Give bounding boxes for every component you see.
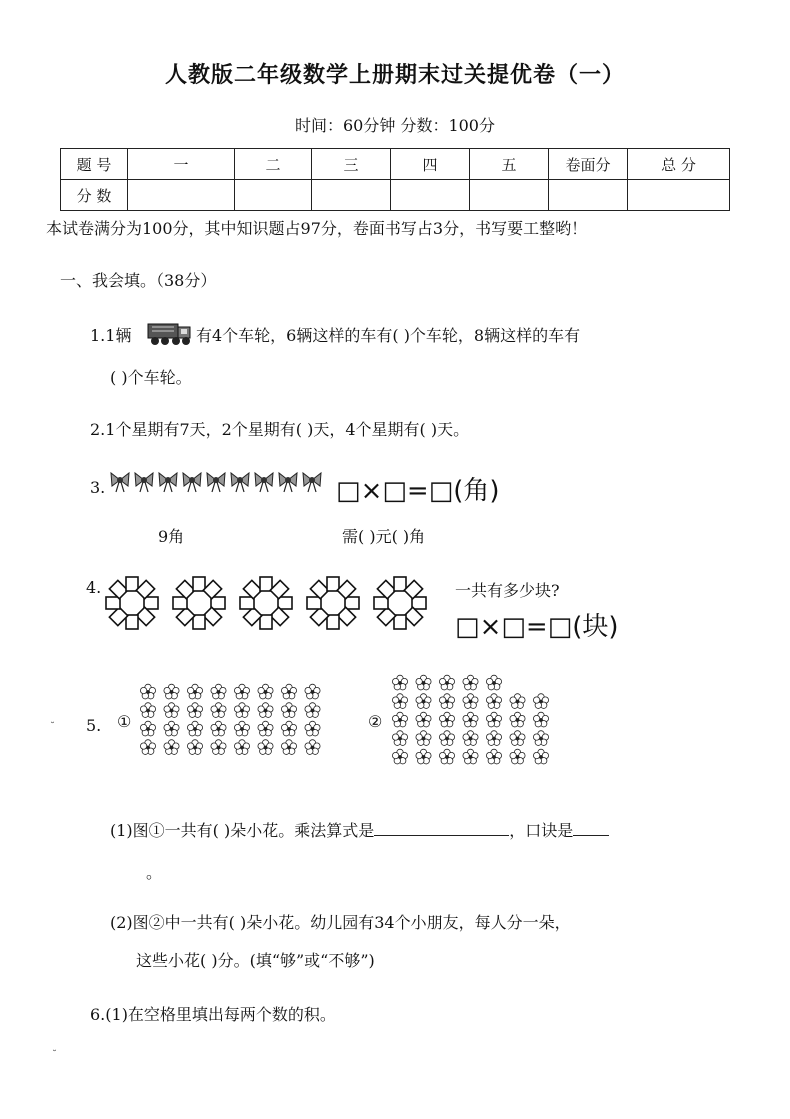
bow-icon: [279, 473, 297, 492]
score-input-cell[interactable]: [470, 180, 549, 211]
block-ring-icon: [106, 577, 158, 629]
flower-icon: [164, 684, 179, 699]
flower-icon: [463, 712, 478, 727]
bow-icon: [303, 473, 321, 492]
table-cell: 题 号: [61, 149, 128, 180]
table-cell: 一: [128, 149, 235, 180]
flower-icon: [305, 740, 320, 755]
block-icon: [176, 607, 194, 625]
flower-icon: [392, 712, 407, 727]
score-input-cell[interactable]: [628, 180, 730, 211]
time-score-info: 时间：60分钟 分数：100分: [295, 116, 495, 135]
score-input-cell[interactable]: [235, 180, 312, 211]
flower-icon: [305, 703, 320, 718]
q5-part1-a: (1)图①一共有( )朵小花。乘法算式是: [110, 821, 375, 840]
q3-need: 需( )元( )角: [342, 527, 426, 546]
table-cell: 卷面分: [549, 149, 628, 180]
section-heading: 一、我会填。（38分）: [60, 271, 217, 290]
block-icon: [136, 607, 154, 625]
flower-icon: [439, 675, 454, 690]
q3-number: 3.: [90, 478, 106, 497]
flower-icon: [258, 721, 273, 736]
fig1-label: ①: [117, 712, 132, 731]
flower-icon: [486, 749, 501, 764]
block-icon: [374, 597, 388, 609]
block-icon: [327, 577, 339, 591]
block-icon: [307, 597, 321, 609]
flower-icon: [187, 703, 202, 718]
flower-icon: [439, 731, 454, 746]
q1-text-b: 有4个车轮，6辆这样的车有( )个车轮，8辆这样的车有: [196, 326, 581, 345]
block-icon: [109, 607, 127, 625]
bow-icon: [255, 473, 273, 492]
score-input-cell[interactable]: [128, 180, 235, 211]
flower-icon: [416, 749, 431, 764]
flower-icon: [416, 731, 431, 746]
multiplication-blank[interactable]: [374, 819, 509, 836]
score-table: [60, 148, 730, 211]
score-input-cell[interactable]: [391, 180, 470, 211]
q5-part1-text: [110, 818, 609, 841]
bow-icon: [207, 473, 225, 492]
flower-icon: [416, 694, 431, 709]
flower-icon: [281, 684, 296, 699]
margin-mark: ˘: [52, 1050, 57, 1061]
flower-icon: [164, 703, 179, 718]
bow-icon: [111, 473, 129, 492]
score-input-cell[interactable]: [549, 180, 628, 211]
flower-icon: [234, 684, 249, 699]
flower-icon: [510, 749, 525, 764]
block-icon: [173, 597, 187, 609]
block-ring-icon: [240, 577, 292, 629]
table-cell: 二: [235, 149, 312, 180]
flower-icon: [187, 684, 202, 699]
flower-icon: [392, 749, 407, 764]
flower-icon: [211, 684, 226, 699]
flower-icon: [305, 684, 320, 699]
flower-icon: [533, 749, 548, 764]
flower-icon: [187, 721, 202, 736]
block-icon: [106, 597, 120, 609]
flower-icon: [281, 721, 296, 736]
block-icon: [176, 580, 194, 598]
table-cell: 三: [312, 149, 391, 180]
block-icon: [310, 580, 328, 598]
flower-icon: [510, 694, 525, 709]
table-cell: 总 分: [628, 149, 730, 180]
block-icon: [193, 577, 205, 591]
flower-icon: [281, 703, 296, 718]
q5-part2-b: 这些小花( )分。(填“够”或“不够”): [136, 951, 375, 970]
exam-note: 本试卷满分为100分，其中知识题占97分，卷面书写占3分，书写要工整哟！: [46, 219, 588, 238]
table-cell: 分 数: [61, 180, 128, 211]
flower-icon: [416, 675, 431, 690]
flower-icon: [234, 703, 249, 718]
q4-formula: □×□=□(块): [455, 612, 619, 642]
flower-icon: [439, 694, 454, 709]
flower-icon: [258, 684, 273, 699]
flower-icon: [392, 675, 407, 690]
flower-icon: [463, 731, 478, 746]
flower-icon: [510, 731, 525, 746]
block-icon: [377, 580, 395, 598]
flower-icon: [305, 721, 320, 736]
block-icon: [211, 597, 225, 609]
block-icon: [270, 580, 288, 598]
block-icon: [327, 615, 339, 629]
table-cell: 四: [391, 149, 470, 180]
score-table-score-row: [61, 180, 730, 211]
flower-icon: [416, 712, 431, 727]
flower-icon: [140, 721, 155, 736]
bows-image: [108, 466, 328, 496]
flower-icon: [486, 694, 501, 709]
flower-icon: [392, 694, 407, 709]
flower-icon: [211, 703, 226, 718]
block-icon: [404, 607, 422, 625]
flower-icon: [187, 740, 202, 755]
car-icon: [146, 318, 194, 348]
block-icon: [243, 580, 261, 598]
q5-number: 5.: [86, 716, 102, 735]
block-icon: [136, 580, 154, 598]
block-icon: [126, 577, 138, 591]
flower-icon: [164, 721, 179, 736]
flowers-figure-2: [388, 672, 588, 770]
block-icon: [193, 615, 205, 629]
bow-icon: [159, 473, 177, 492]
flower-icon: [533, 694, 548, 709]
flower-icon: [463, 675, 478, 690]
block-icon: [240, 597, 254, 609]
block-icon: [310, 607, 328, 625]
flower-icon: [234, 740, 249, 755]
flower-icon: [533, 731, 548, 746]
flower-icon: [463, 694, 478, 709]
score-table-header-row: [61, 149, 730, 180]
block-icon: [394, 577, 406, 591]
block-icon: [394, 615, 406, 629]
bow-icon: [135, 473, 153, 492]
flower-icon: [533, 712, 548, 727]
block-ring-icon: [374, 577, 426, 629]
table-cell: 五: [470, 149, 549, 180]
bow-icon: [231, 473, 249, 492]
block-icon: [377, 607, 395, 625]
q6-text: 6.(1)在空格里填出每两个数的积。: [90, 1005, 336, 1024]
flower-icon: [486, 712, 501, 727]
flower-icon: [234, 721, 249, 736]
q4-question: 一共有多少块?: [455, 581, 560, 600]
block-icon: [337, 580, 355, 598]
fig2-label: ②: [368, 712, 383, 731]
q5-part1-end: 。: [146, 863, 163, 882]
flower-icon: [463, 749, 478, 764]
block-icon: [412, 597, 426, 609]
flower-icon: [281, 740, 296, 755]
block-icon: [203, 580, 221, 598]
flower-icon: [140, 684, 155, 699]
block-icon: [126, 615, 138, 629]
rhyme-blank[interactable]: [573, 819, 609, 836]
q4-number: 4.: [86, 578, 102, 597]
block-icon: [203, 607, 221, 625]
block-rings-image: [104, 572, 434, 634]
block-ring-icon: [307, 577, 359, 629]
flower-icon: [439, 749, 454, 764]
flower-icon: [392, 731, 407, 746]
q3-price: 9角: [158, 527, 185, 546]
q1-text-c: ( )个车轮。: [110, 368, 192, 387]
flowers-figure-1: [136, 680, 336, 760]
block-icon: [345, 597, 359, 609]
q3-formula: □×□=□(角): [336, 476, 500, 506]
block-icon: [278, 597, 292, 609]
flower-icon: [164, 740, 179, 755]
q5-part1-b: ，口诀是: [509, 821, 574, 840]
flower-icon: [140, 740, 155, 755]
flower-icon: [486, 731, 501, 746]
flower-icon: [258, 740, 273, 755]
block-icon: [109, 580, 127, 598]
block-icon: [404, 580, 422, 598]
block-icon: [260, 577, 272, 591]
margin-mark: ˘: [50, 722, 55, 733]
page-title: 人教版二年级数学上册期末过关提优卷（一）: [164, 63, 625, 88]
flower-icon: [439, 712, 454, 727]
block-icon: [243, 607, 261, 625]
q1-text-a: 1.1辆: [90, 326, 132, 345]
score-input-cell[interactable]: [312, 180, 391, 211]
block-icon: [260, 615, 272, 629]
block-icon: [144, 597, 158, 609]
flower-icon: [211, 740, 226, 755]
q5-part2-a: (2)图②中一共有( )朵小花。幼儿园有34个小朋友，每人分一朵，: [110, 913, 571, 932]
block-icon: [270, 607, 288, 625]
flower-icon: [258, 703, 273, 718]
flower-icon: [486, 675, 501, 690]
bow-icon: [183, 473, 201, 492]
flower-icon: [211, 721, 226, 736]
block-ring-icon: [173, 577, 225, 629]
q2-text: 2.1个星期有7天，2个星期有( )天，4个星期有( )天。: [90, 420, 470, 439]
flower-icon: [510, 712, 525, 727]
block-icon: [337, 607, 355, 625]
flower-icon: [140, 703, 155, 718]
